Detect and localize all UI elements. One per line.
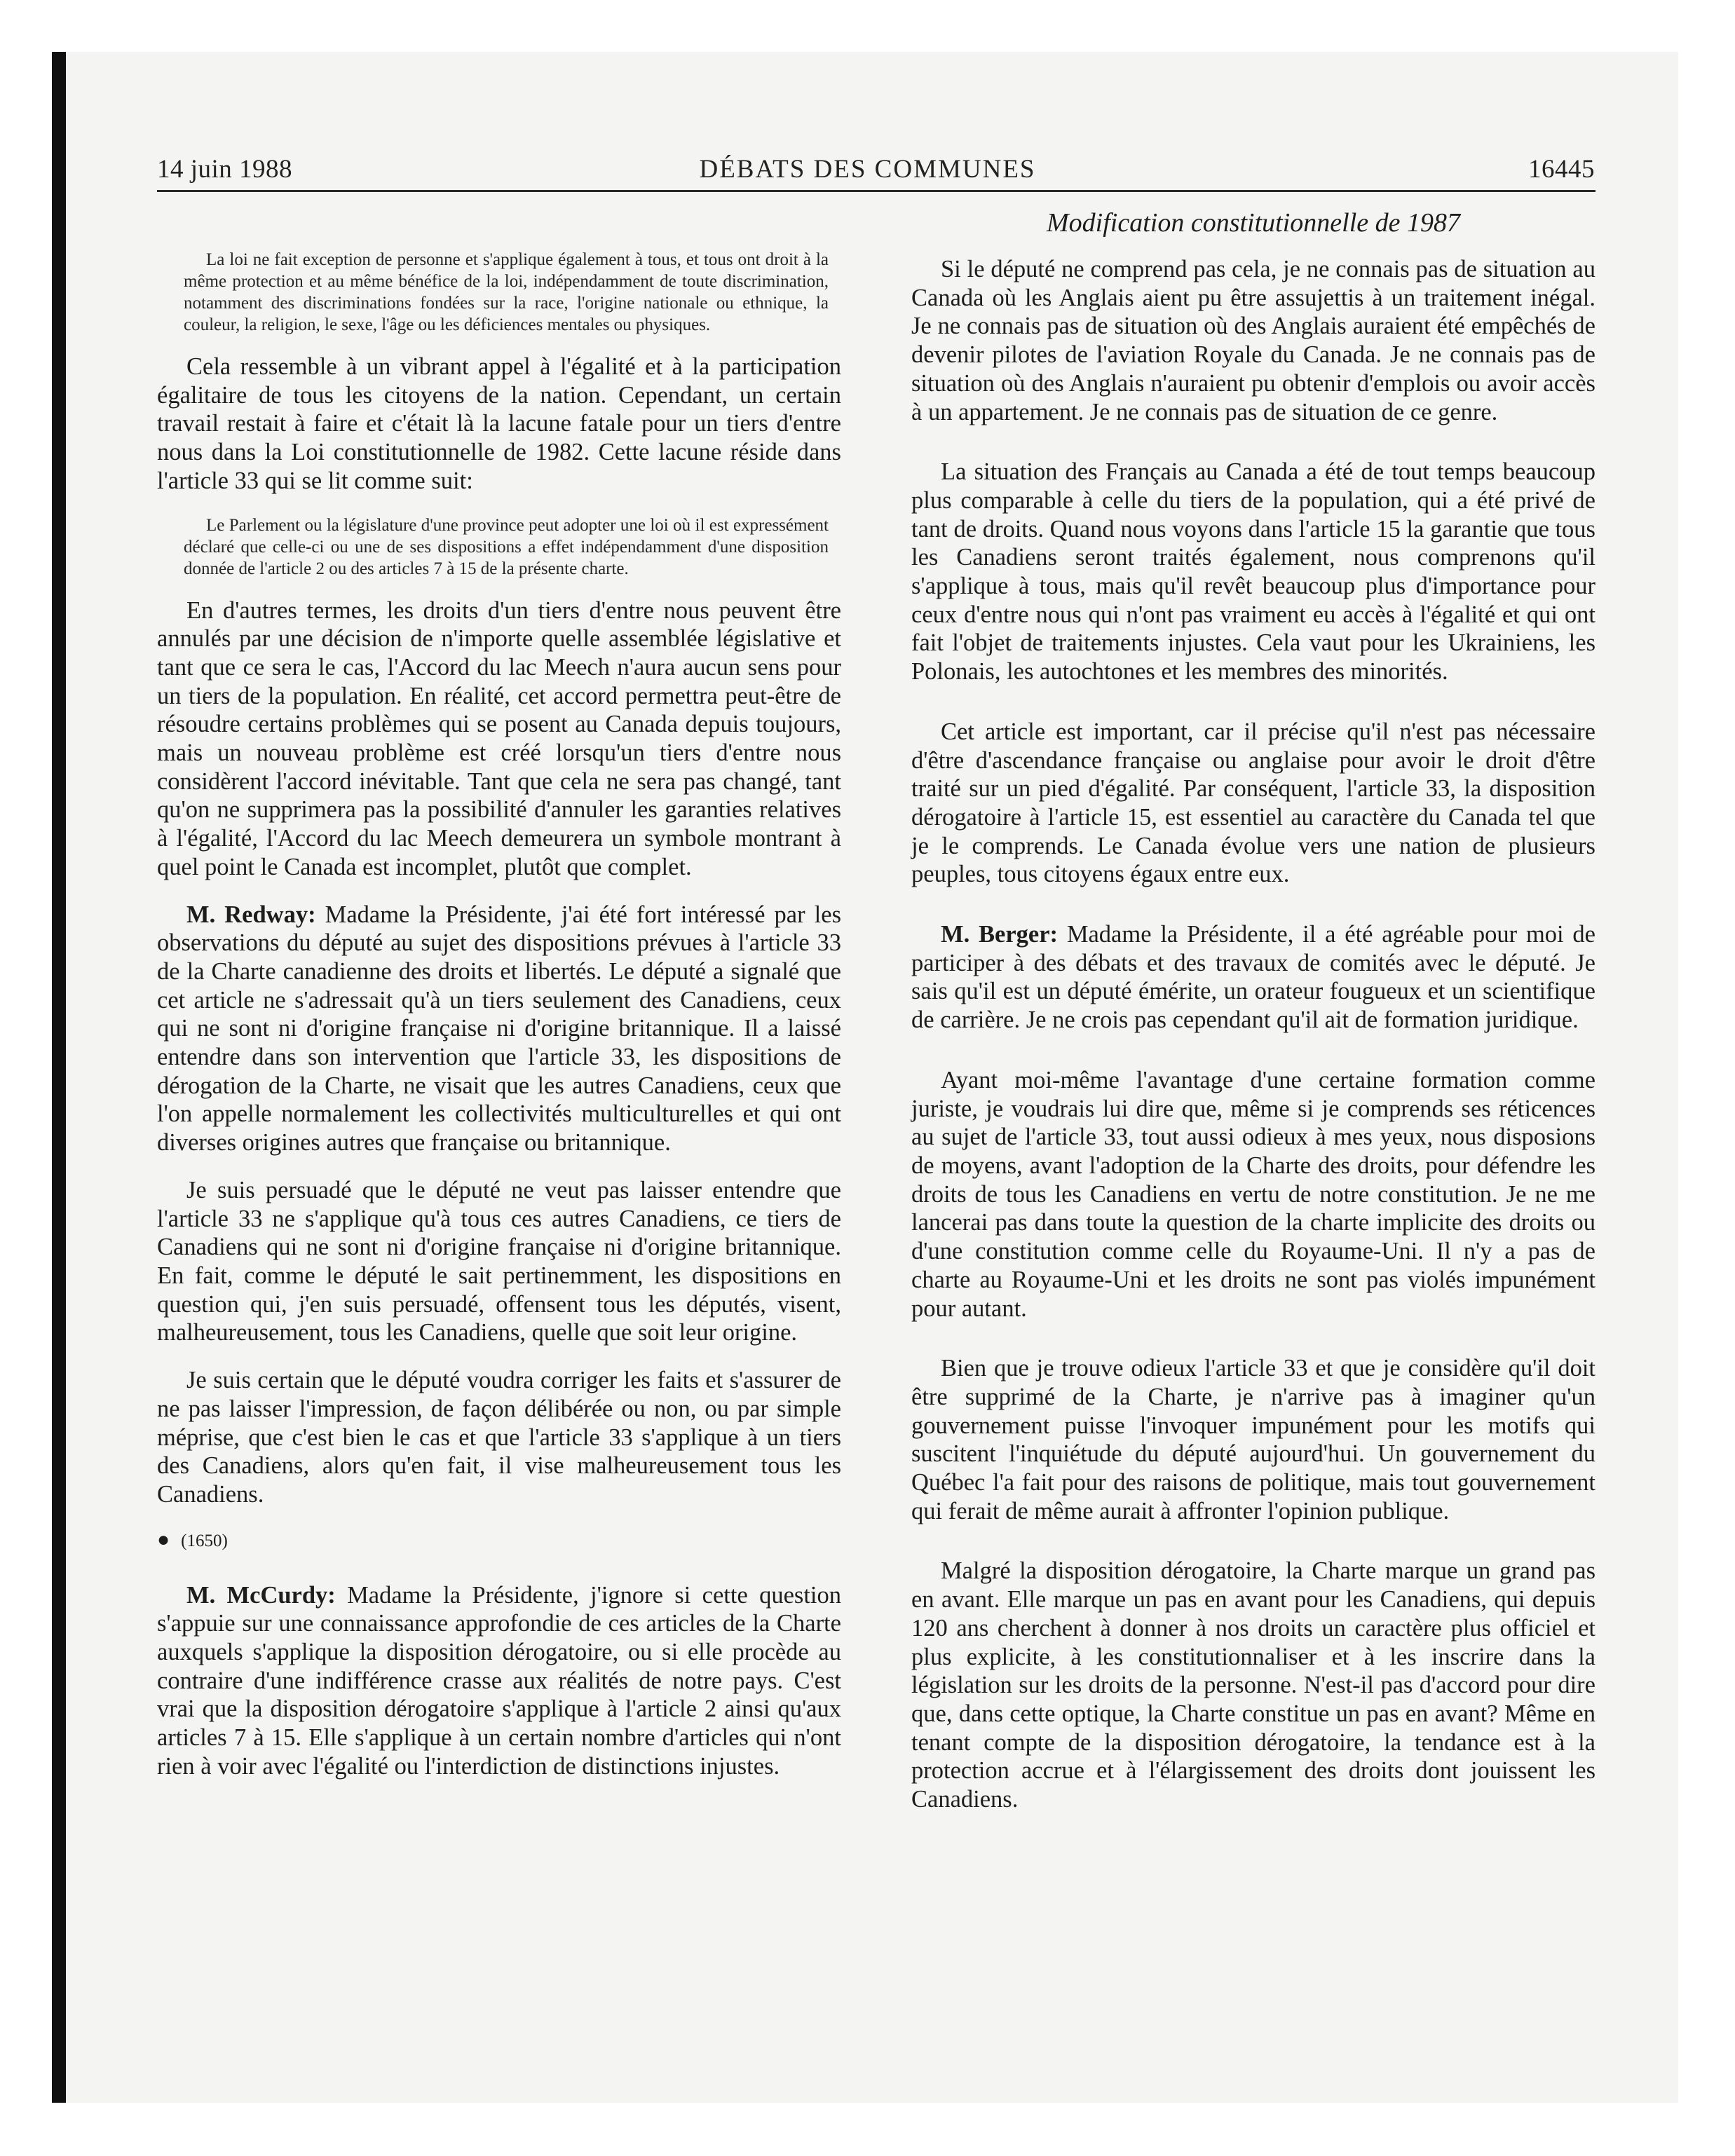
speaker-name: M. Redway: [186,901,316,928]
speech-text: Madame la Présidente, j'ai été fort intéressé par les observations du député au sujet des dispositions prévues à l'article 33 de la Charte canadienne des droits et libertés. Le député a signalé que cet article ne s'adressait qu'à un tiers seulement des Canadiens, ceux qui ne sont ni d'origine française ni d'origine britannique. Il a laissé entendre dans son intervention que l'article 33, les dispositions de dérogation de la Charte, ne visait que les autres Canadiens, ceux que l'on appelle normalement les collectivités multiculturelles et qui ont diverses origines autres que française ou britannique. [157,901,842,1157]
paragraph: Bien que je trouve odieux l'article 33 et que je considère qu'il doit être supprimé de la Charte, je n'arrive pas à imaginer qu'un gouvernement puisse l'invoquer impunément pour les motifs qui suscitent l'inquiétude du député aujourd'hui. Un gouvernement du Québec l'a fait pour des raisons de politique, mais tout gouvernement qui ferait de même aurait à affronter l'opinion publique. [911,1355,1595,1524]
speech-text: Madame la Présidente, j'ignore si cette question s'appuie sur une connaissance approfondie de ces articles de la Charte auxquels s'applique la disposition dérogatoire, ou si elle procède au contraire d'une indifférence crasse aux réalités de notre pays. C'est vrai que la disposition dérogatoire s'applique à l'article 2 ainsi qu'aux articles 7 à 15. Elle s'applique à un certain nombre d'articles qui n'ont rien à voir avec l'égalité ou l'interdiction de distinctions injustes. [157,1581,842,1780]
bullet-icon: ● [157,1527,170,1551]
speech-mccurdy [157,1581,841,1781]
paragraph: Cet article est important, car il précise qu'il n'est pas nécessaire d'être d'ascendance française ou anglaise pour avoir le droit d'être traité sur un pied d'égalité. Par conséquent, l'article 33, la disposition dérogatoire à l'article 15, est essentiel au caractère du Canada tel que je le comprends. Le Canada évolue vers une nation de plusieurs peuples, tous citoyens égaux entre eux. [911,718,1595,888]
header-rule [157,190,1595,192]
header-page-number: 16445 [1528,155,1595,184]
paragraph: Malgré la disposition dérogatoire, la Charte marque un grand pas en avant. Elle marque un pas en avant pour les Canadiens, qui depuis 120 ans cherchent à donner à nos droits un caractère plus officiel et plus explicite, à les constitutionnaliser et à les inscrire dans la législation sur les droits de la personne. N'est-il pas d'accord pour dire que, dans cette optique, la Charte constitue un pas en avant? Même en tenant compte de la disposition dérogatoire, la tendance est à la protection accrue et à l'élargissement des droits dont jouissent les Canadiens. [911,1557,1595,1813]
time-stamp-text: (1650) [181,1531,228,1550]
charter-quote-section-33: Le Parlement ou la législature d'une province peut adopter une loi où il est expressément déclaré que celle-ci ou une de ses dispositions a effet indépendamment d'une disposition donnée de l'article 2 ou des articles 7 à 15 de la présente charte. [184,515,829,578]
charter-quote-section-15: La loi ne fait exception de personne et s'applique également à tous, et tous ont droit à la même protection et au même bénéfice de la loi, indépendamment de toute discrimination, notamment des discriminations fondées sur la race, l'origine nationale ou ethnique, la couleur, la religion, le sexe, l'âge ou les déficiences mentales ou physiques. [184,250,829,334]
right-column [911,255,1595,1845]
paragraph: Si le député ne comprend pas cela, je ne connais pas de situation au Canada où les Anglais aient pu être assujettis à un traitement inégal. Je ne connais pas de situation où des Anglais auraient été empêchés de devenir pilotes de l'aviation Royale du Canada. Je ne connais pas de situation où des Anglais n'auraient pu obtenir d'emplois ou avoir accès à un appartement. Je ne connais pas de situation de ce genre. [911,256,1595,425]
speech-text: Madame la Présidente, il a été agréable pour moi de participer à des débats et des travaux de comités avec le député. Je sais qu'il est un député émérite, un orateur fougueux et un scientifique de carrière. Je ne crois pas cependant qu'il ait de formation juridique. [911,921,1595,1034]
paragraph: Cela ressemble à un vibrant appel à l'égalité et à la participation égalitaire de tous les citoyens de la nation. Cependant, un certain travail restait à faire et c'était là la lacune fatale pour un tiers d'entre nous dans la Loi constitutionnelle de 1982. Cette lacune réside dans l'article 33 qui se lit comme suit: [157,353,841,494]
left-column [157,249,841,1800]
speaker-name: M. Berger: [941,921,1058,948]
header-date: 14 juin 1988 [157,155,293,184]
time-stamp [157,1528,841,1552]
paragraph: Je suis persuadé que le député ne veut pas laisser entendre que l'article 33 ne s'applique qu'à tous ces autres Canadiens, ce tiers de Canadiens qui ne sont ni d'origine française ni d'origine britannique. En fait, comme le député le sait pertinemment, les dispositions en question qui, j'en suis persuadé, offensent tous les députés, visent, malheureusement, tous les Canadiens, quelle que soit leur origine. [157,1176,841,1346]
header-title: DÉBATS DES COMMUNES [699,155,1036,184]
speaker-name: M. McCurdy: [186,1581,336,1609]
speech-redway [157,901,841,1157]
speech-berger [911,920,1595,1035]
scan-edge-bar [52,52,66,2103]
paragraph: Ayant moi-même l'avantage d'une certaine formation comme juriste, je voudrais lui dire que, même si je comprends ses réticences au sujet de l'article 33, tout aussi odieux à mes yeux, nous disposions de moyens, avant l'adoption de la Charte des droits, pour défendre les droits de tous les Canadiens en vertu de notre constitution. Je ne me lancerai pas dans toute la question de la charte implicite des droits ou d'une constitution comme celle du Royaume-Uni. Il n'y a pas de charte au Royaume-Uni et les droits ne sont pas violés impunément pour autant. [911,1066,1595,1322]
paragraph: En d'autres termes, les droits d'un tiers d'entre nous peuvent être annulés par une décision de n'importe quelle assemblée législative et tant que ce sera le cas, l'Accord du lac Meech n'aura aucun sens pour un tiers de la population. En réalité, cet accord permettra peut-être de résoudre certains problèmes qui se posent au Canada depuis toujours, mais un nouveau problème est créé lorsqu'un tiers d'entre nous considèrent l'accord inévitable. Tant que cela ne sera pas changé, tant qu'on ne supprimera pas la possibilité d'annuler les garanties relatives à l'égalité, l'Accord du lac Meech demeurera un symbole montrant à quel point le Canada est incomplet, plutôt que complet. [157,596,841,880]
paragraph: Je suis certain que le député voudra corriger les faits et s'assurer de ne pas laisser l'impression, de façon délibérée ou non, ou par simple méprise, que c'est bien le cas et que l'article 33 s'applique à un tiers des Canadiens, alors qu'en fait, il vise malheureusement tous les Canadiens. [157,1367,841,1508]
running-subtitle: Modification constitutionnelle de 1987 [1047,208,1460,238]
paragraph: La situation des Français au Canada a été de tout temps beaucoup plus comparable à celle du tiers de la population, qui a été privé de tant de droits. Quand nous voyons dans l'article 15 la garantie que tous les Canadiens seront traités également, nous comprenons qu'il s'applique à tous, mais qu'il revêt beaucoup plus d'importance pour ceux d'entre nous qui n'ont pas vraiment eu accès à l'égalité et qui ont fait l'objet de traitements injustes. Cela vaut pour les Ukrainiens, les Polonais, les autochtones et les membres des minorités. [911,458,1595,685]
